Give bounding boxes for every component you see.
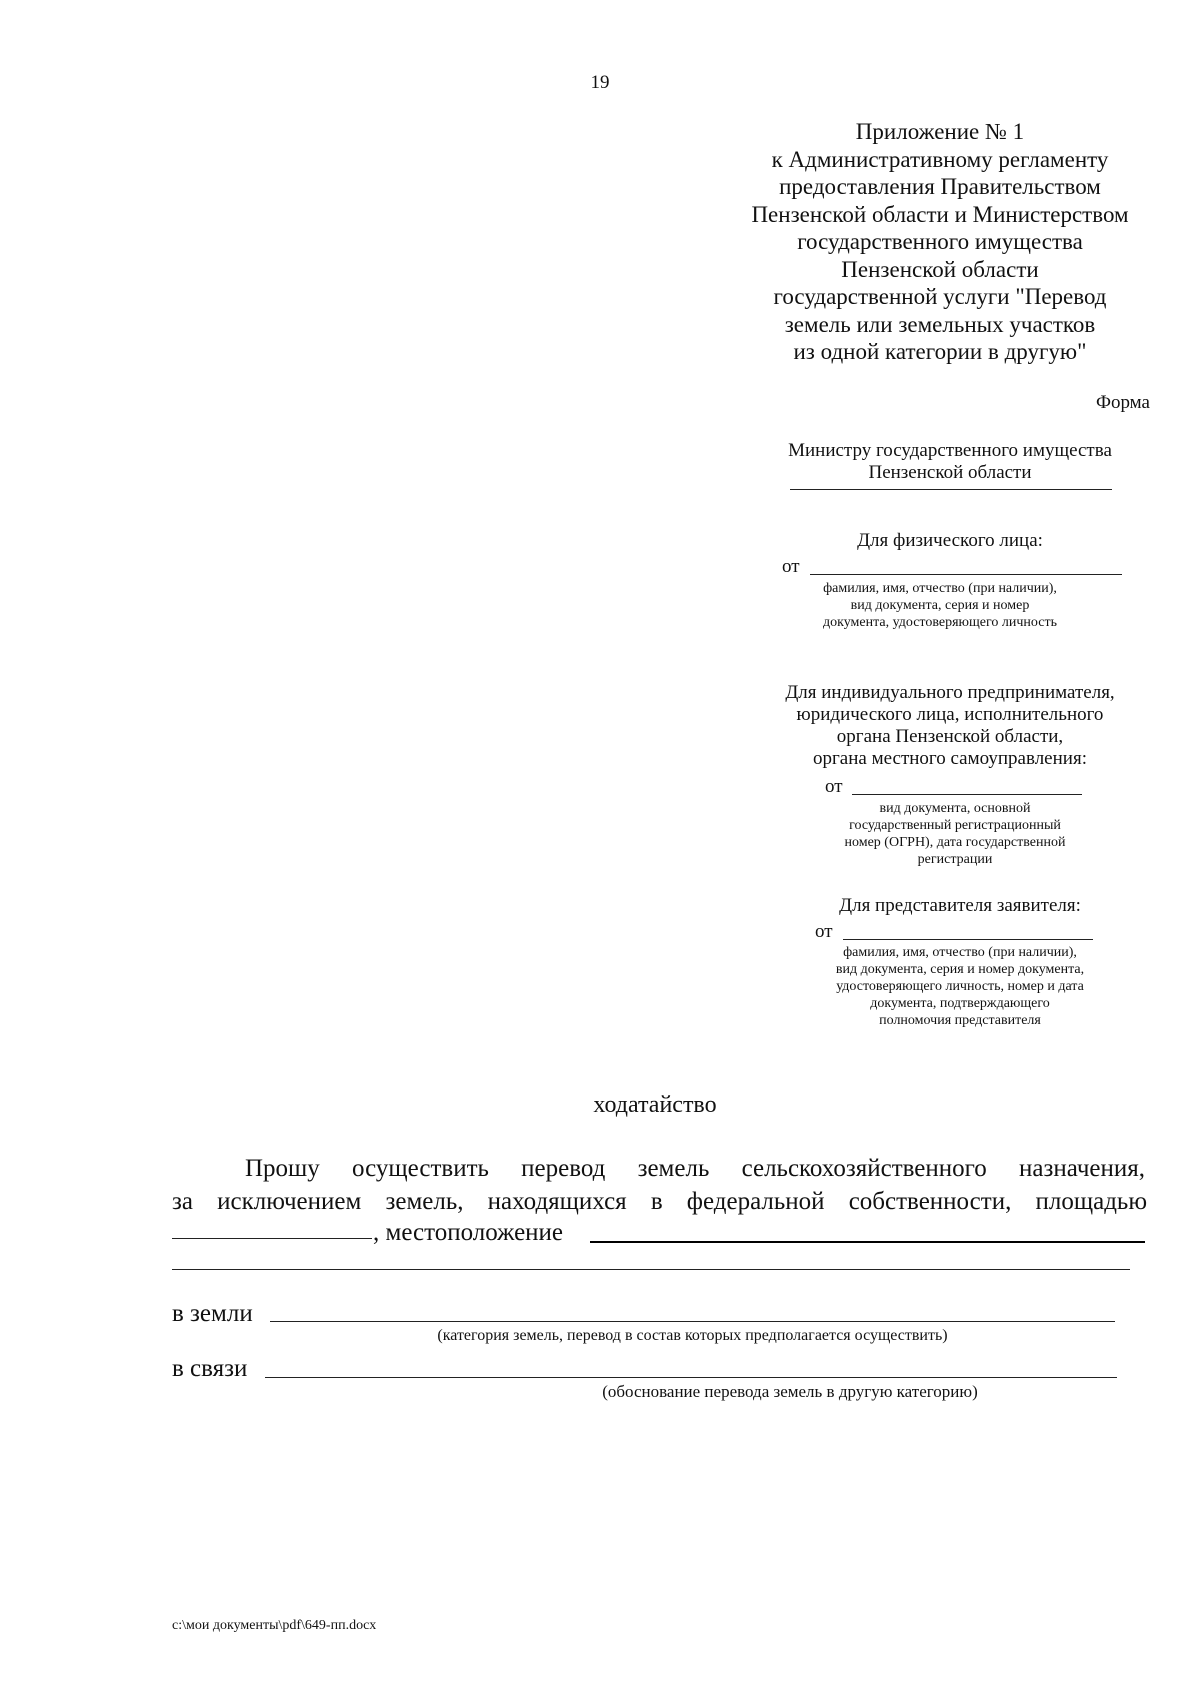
physical-person-note xyxy=(790,580,1090,631)
note-line: фамилия, имя, отчество (при наличии), xyxy=(843,945,1077,960)
addressee xyxy=(760,440,1140,484)
note-line: документа, удостоверяющего личность xyxy=(823,615,1057,630)
note-line: удостоверяющего личность, номер и дата xyxy=(836,979,1084,994)
addressee-line2: Пензенской области xyxy=(868,462,1032,483)
appendix-header xyxy=(720,118,1160,366)
appendix-line: земель или земельных участков xyxy=(784,311,1096,337)
body-paragraph-line2: за исключением земель, находящихся в федеральной собственности, площадью xyxy=(172,1188,1147,1215)
land-category-note: (категория земель, перевод в состав которых предполагается осуществить) xyxy=(437,1327,948,1344)
appendix-line: государственного имущества xyxy=(797,229,1083,254)
location-continuation-line[interactable] xyxy=(172,1268,1130,1270)
entrepreneur-title-line: органа местного самоуправления: xyxy=(813,748,1087,769)
note-line: документа, подтверждающего xyxy=(870,996,1050,1011)
land-category-label: в земли xyxy=(172,1300,253,1327)
appendix-line: Приложение № 1 xyxy=(855,119,1025,144)
location-label: , местоположение xyxy=(373,1219,564,1246)
note-line: полномочия представителя xyxy=(879,1013,1041,1028)
appendix-line: Пензенской области и Министерством xyxy=(751,201,1129,227)
representative-blank-line[interactable] xyxy=(843,938,1093,940)
note-line: вид документа, основной xyxy=(879,801,1031,816)
land-category-blank-line[interactable] xyxy=(270,1320,1115,1322)
physical-person-from-label: от xyxy=(782,556,800,577)
page-number: 19 xyxy=(590,72,610,93)
entrepreneur-title-line: органа Пензенской области, xyxy=(836,726,1064,747)
justification-note: (обоснование перевода земель в другую категорию) xyxy=(602,1382,978,1401)
justification-label: в связи xyxy=(172,1355,248,1382)
note-line: вид документа, серия и номер документа, xyxy=(835,962,1085,977)
addressee-blank-line[interactable] xyxy=(790,488,1112,490)
area-blank-line[interactable] xyxy=(172,1237,372,1239)
footer-file-path: c:\мои документы\pdf\649-пп.docx xyxy=(172,1618,377,1633)
entrepreneur-title-line: юридического лица, исполнительного xyxy=(796,704,1104,725)
form-label: Форма xyxy=(1095,392,1150,413)
appendix-line: из одной категории в другую" xyxy=(793,339,1087,364)
note-line: фамилия, имя, отчество (при наличии), xyxy=(823,581,1057,596)
entrepreneur-title-line: Для индивидуального предпринимателя, xyxy=(785,682,1115,703)
location-blank-line[interactable] xyxy=(590,1240,1145,1243)
entrepreneur-from-label: от xyxy=(825,776,843,797)
physical-person-title: Для физического лица: xyxy=(857,530,1043,551)
note-line: номер (ОГРН), дата государственной xyxy=(844,835,1066,850)
addressee-line1: Министру государственного имущества xyxy=(788,440,1112,461)
entrepreneur-blank-line[interactable] xyxy=(852,793,1082,795)
document-title: ходатайство xyxy=(593,1092,717,1118)
entrepreneur-title xyxy=(740,682,1160,770)
representative-from-label: от xyxy=(815,921,833,942)
appendix-line: предоставления Правительством xyxy=(779,174,1101,199)
appendix-line: к Административному регламенту xyxy=(771,146,1109,172)
physical-person-blank-line[interactable] xyxy=(810,573,1122,575)
entrepreneur-note xyxy=(805,800,1105,868)
justification-blank-line[interactable] xyxy=(265,1376,1117,1378)
note-line: регистрации xyxy=(917,852,993,867)
representative-note xyxy=(790,944,1130,1029)
body-paragraph-line1: Прошу осуществить перевод земель сельскохозяйственного назначения, xyxy=(245,1155,1145,1182)
appendix-line: Пензенской области xyxy=(841,256,1039,282)
note-line: вид документа, серия и номер xyxy=(850,598,1030,613)
note-line: государственный регистрационный xyxy=(849,818,1061,833)
appendix-line: государственной услуги "Перевод xyxy=(773,284,1107,309)
representative-title: Для представителя заявителя: xyxy=(839,895,1081,916)
